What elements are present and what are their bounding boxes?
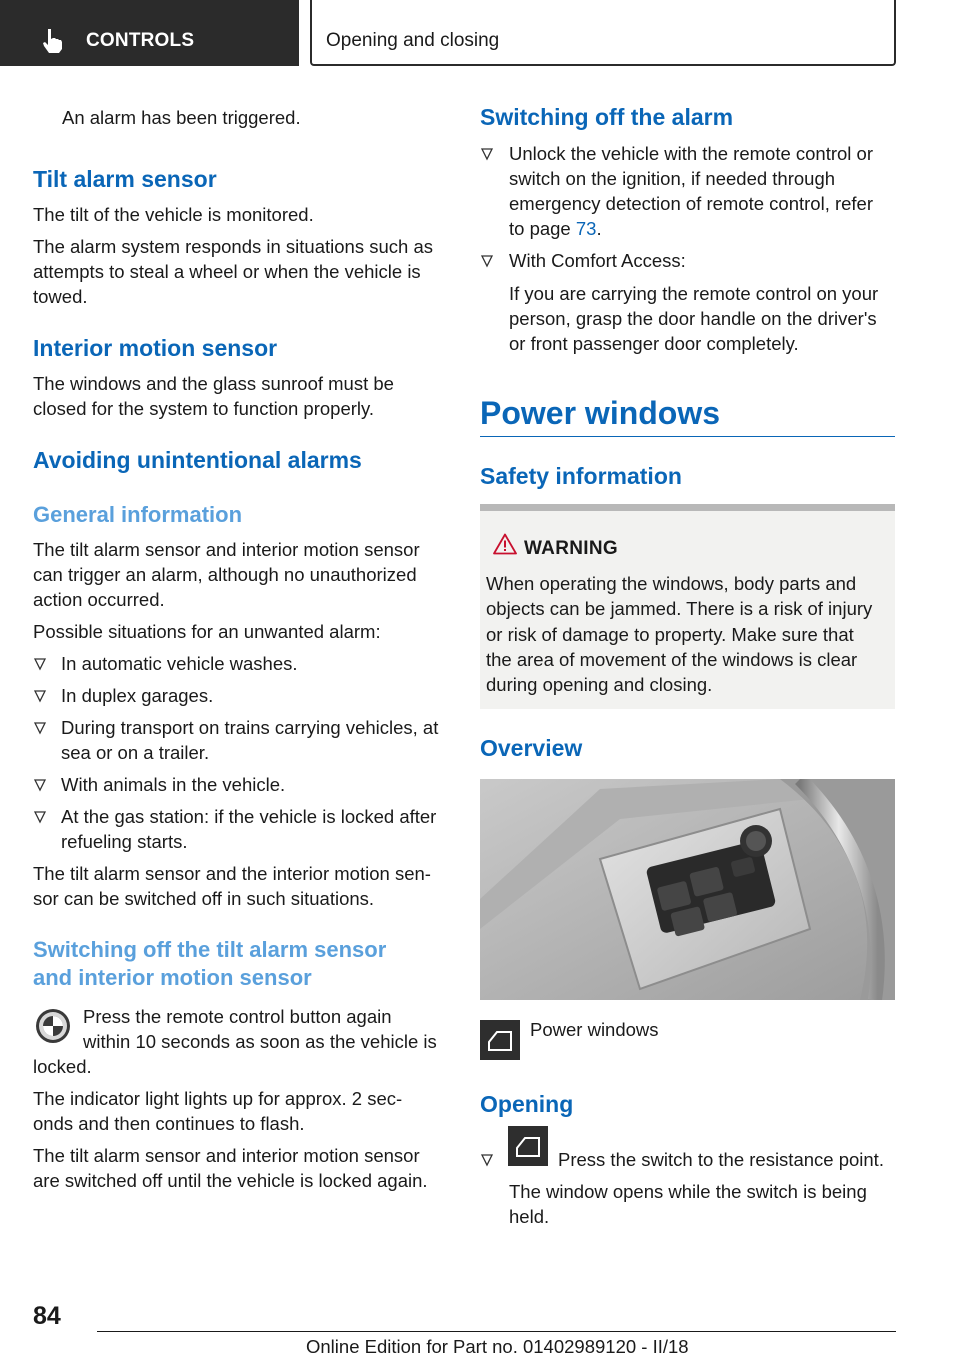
power-windows-heading: Power windows (480, 395, 721, 431)
tilt-alarm-heading: Tilt alarm sensor (33, 166, 217, 192)
page-ref-prefix: to page (509, 218, 576, 239)
motion-text-2: closed for the system to function properly. (33, 398, 375, 419)
tilt-text-2b: attempts to steal a wheel or when the vehicle is (33, 261, 421, 282)
footer-divider (97, 1331, 896, 1332)
warning-line: or risk of damage to property. Make sure that (486, 623, 854, 645)
overview-heading: Overview (480, 735, 583, 761)
power-windows-label: Power windows (530, 1019, 659, 1040)
alarm-bullet-1d (509, 216, 602, 241)
switch-off-tilt-heading-2: and interior motion sensor (33, 965, 312, 990)
page-73-link[interactable]: 73 (575, 218, 597, 239)
alarm-bullet-1b: switch on the ignition, if needed through (509, 168, 836, 189)
power-window-switch-icon (508, 1126, 548, 1166)
bullet-triangle-icon (33, 778, 47, 792)
press-text-1: Press the remote control button again (83, 1006, 392, 1027)
warning-box (480, 504, 895, 709)
alarm-bullet-2c: person, grasp the door handle on the driver's (509, 308, 877, 329)
motion-text-1: The windows and the glass sunroof must be (33, 373, 394, 394)
indicator-text-1: The indicator light lights up for approx. 2 sec‐ (33, 1088, 403, 1109)
general-text-1: The tilt alarm sensor and interior motion sensor (33, 539, 420, 560)
intro-text: An alarm has been triggered. (62, 107, 301, 128)
alarm-bullet-2d: or front passenger door completely. (509, 333, 799, 354)
motion-sensor-heading: Interior motion sensor (33, 335, 278, 361)
switchable-text-2: sor can be switched off in such situations. (33, 888, 375, 909)
press-text-3: locked. (33, 1056, 92, 1077)
warning-line: the area of movement of the windows is clear (486, 648, 858, 670)
general-text-2: can trigger an alarm, although no unauthorized (33, 564, 417, 585)
bullet-text: At the gas station: if the vehicle is locked after (61, 806, 437, 827)
warning-line: objects can be jammed. There is a risk of injury (486, 598, 873, 620)
pointing-hand-icon (40, 28, 64, 54)
bullet-triangle-icon (33, 810, 47, 824)
final-text-1: The tilt alarm sensor and interior motion sensor (33, 1145, 420, 1166)
bullet-text-cont: sea or on a trailer. (61, 742, 210, 763)
general-info-heading: General information (33, 502, 243, 527)
page-ref-suffix: . (596, 218, 602, 239)
bullet-triangle-icon (33, 721, 47, 735)
alarm-bullet-2a: With Comfort Access: (509, 250, 686, 271)
topic-title: Opening and closing (326, 30, 500, 51)
section-title: CONTROLS (86, 30, 195, 51)
header-section-tab (0, 0, 299, 66)
heading-divider (480, 436, 895, 437)
bullet-text: With animals in the vehicle. (61, 774, 286, 795)
tilt-text-1: The tilt of the vehicle is monitored. (33, 204, 314, 225)
bmw-remote-button-icon (33, 1006, 73, 1046)
power-window-switch-icon (480, 1020, 520, 1060)
opening-step-text: Press the switch to the resistance point. (558, 1149, 884, 1170)
bullet-triangle-icon (33, 657, 47, 671)
warning-text (486, 571, 888, 697)
warning-title: WARNING (524, 538, 618, 559)
bullet-text: In automatic vehicle washes. (61, 653, 298, 674)
power-window-switches-photo (480, 779, 895, 1000)
alarm-bullet-1c: emergency detection of remote control, refer (509, 193, 874, 214)
warning-line: When operating the windows, body parts and (486, 573, 857, 594)
possible-situations-text: Possible situations for an unwanted alarm: (33, 621, 381, 642)
tilt-text-2a: The alarm system responds in situations such as (33, 236, 433, 257)
warning-line: during opening and closing. (486, 674, 713, 696)
general-text-3: action occurred. (33, 589, 165, 610)
switching-off-alarm-heading: Switching off the alarm (480, 104, 734, 130)
bullet-text: In duplex garages. (61, 685, 214, 706)
tilt-text-2c: towed. (33, 286, 88, 307)
bullet-triangle-icon (480, 147, 494, 161)
switchable-text-1: The tilt alarm sensor and the interior motion sen‐ (33, 863, 431, 884)
edition-text: Online Edition for Part no. 01402989120 - II/18 (306, 1336, 689, 1357)
safety-info-heading: Safety information (480, 463, 682, 489)
bullet-triangle-icon (480, 254, 494, 268)
bullet-text-cont: refueling starts. (61, 831, 188, 852)
bullet-triangle-icon (33, 689, 47, 703)
page-number: 84 (33, 1302, 61, 1330)
final-text-2: are switched off until the vehicle is locked again. (33, 1170, 428, 1191)
switch-off-tilt-heading-1: Switching off the tilt alarm sensor (33, 937, 387, 962)
alarm-bullet-2b: If you are carrying the remote control on your (509, 283, 879, 304)
bullet-triangle-icon (480, 1153, 494, 1167)
opening-text-3: held. (509, 1206, 550, 1227)
press-text-2: within 10 seconds as soon as the vehicle is (83, 1031, 437, 1052)
warning-triangle-icon (493, 533, 517, 555)
avoiding-alarms-heading: Avoiding unintentional alarms (33, 447, 362, 473)
opening-text-2: The window opens while the switch is being (509, 1181, 867, 1202)
bullet-text: During transport on trains carrying vehicles, at (61, 717, 439, 738)
indicator-text-2: onds and then continues to flash. (33, 1113, 305, 1134)
alarm-bullet-1a: Unlock the vehicle with the remote control or (509, 143, 874, 164)
opening-heading: Opening (480, 1091, 574, 1117)
